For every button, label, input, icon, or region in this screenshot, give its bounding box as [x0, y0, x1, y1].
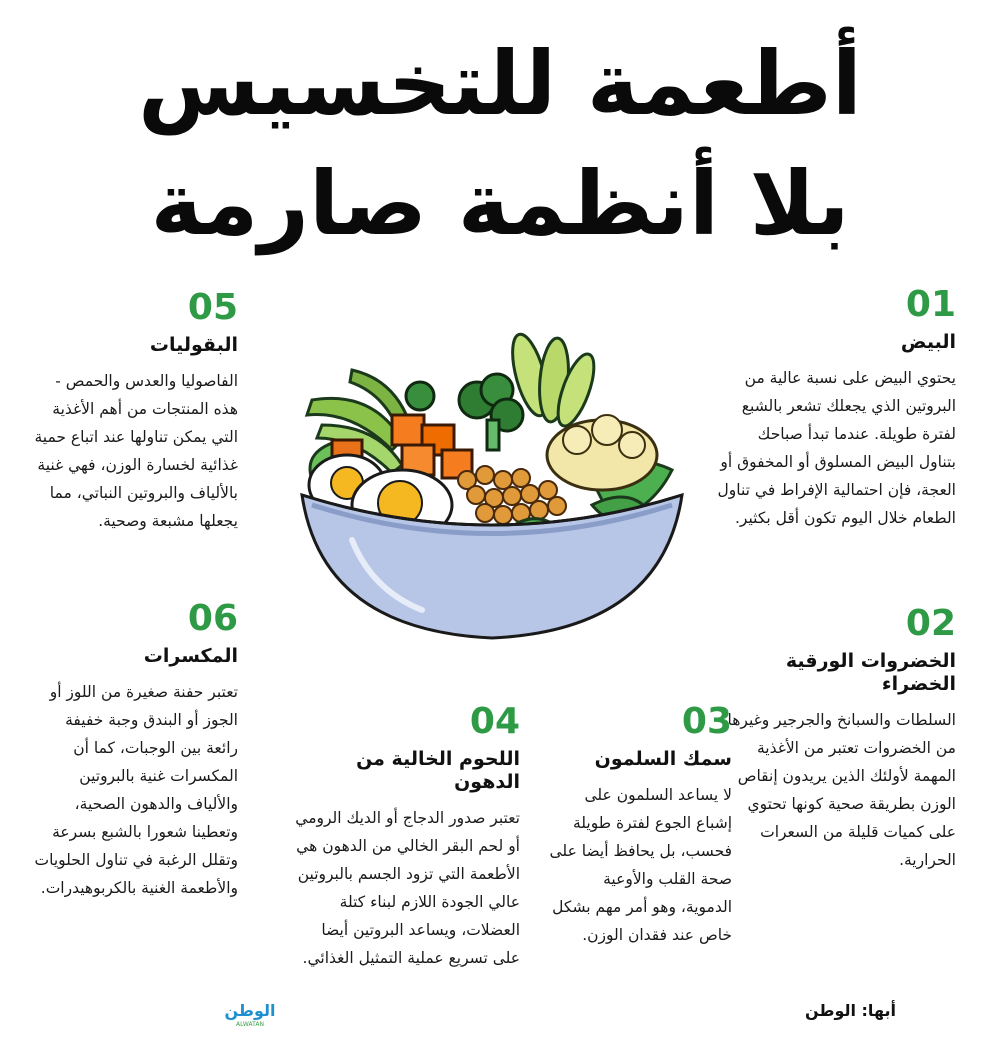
section-body: تعتبر صدور الدجاج أو الديك الرومي أو لحم البقر الخالي من الدهون هي الأطعمة التي تزود الجسم بالبروتين عالي الجودة اللازم لبناء كتلة العضلات، ويساعد البروتين أيضا على تسريع عملية التمثيل الغذائي.	[295, 808, 520, 967]
section-heading: المكسرات	[143, 645, 238, 667]
section-heading: اللحوم الخالية من الدهون	[356, 748, 520, 793]
section-heading: سمك السلمون	[594, 748, 732, 770]
section-salmon	[548, 701, 732, 949]
salad-bowl-illustration	[292, 330, 692, 650]
section-eggs	[716, 284, 956, 532]
section-number: 05	[187, 287, 238, 328]
section-body: يحتوي البيض على نسبة عالية من البروتين الذي يجعلك تشعر بالشبع لفترة طويلة. عندما تبدأ صباحك بتناول البيض المسلوق أو المخفوق أو العجة، فإن احتمالية الإفراط في تناول الطعام خلال اليوم تكون أقل بكثير.	[717, 368, 956, 527]
section-number: 06	[187, 598, 238, 639]
section-heading: البقوليات	[149, 334, 238, 356]
section-body: السلطات والسبانخ والجرجير وغيرها من الخضروات تعتبر من الأغذية المهمة لأولئك الذين يريدون إنقاص الوزن بطريقة صحية كونها تحتوي على كميات قليلة من السعرات الحرارية.	[727, 710, 956, 869]
page-title-line-1: أطعمة للتخسيس	[138, 32, 862, 135]
alwatan-logo	[218, 998, 282, 1028]
source-credit: أبها: الوطن	[804, 1001, 896, 1020]
section-body: الفاصوليا والعدس والحمص - هذه المنتجات من أهم الأغذية التي يمكن تناولها عند اتباع حمية غذائية لخسارة الوزن، فهي غنية بالألياف والبروتين النباتي، مما يجعلها مشبعة وصحية.	[34, 371, 238, 530]
logo-text: الوطن	[224, 1001, 276, 1020]
chickpeas	[458, 466, 566, 524]
logo-subtext: ALWATAN	[236, 1021, 264, 1028]
section-number: 03	[681, 701, 732, 742]
section-body: تعتبر حفنة صغيرة من اللوز أو الجوز أو البندق وجبة خفيفة رائعة بين الوجبات، كما أن المكسرات غنية بالبروتين والألياف والدهون الصحية، وتعطينا شعورا بالشبع بسرعة وتقلل الرغبة في تناول الحلويات والأطعمة الغنية بالكربوهيدرات.	[34, 682, 238, 897]
section-nuts	[30, 598, 238, 902]
section-heading: البيض	[900, 331, 956, 353]
section-lean-meat	[294, 701, 520, 972]
section-number: 02	[905, 603, 956, 644]
page-title-line-2: بلا أنظمة صارمة	[150, 152, 850, 255]
section-body: لا يساعد السلمون على إشباع الجوع لفترة طويلة فحسب، بل يحافظ أيضا على صحة القلب والأوعية الدموية، وهو أمر مهم بشكل خاص عند فقدان الوزن.	[549, 785, 732, 944]
section-leafy-greens	[716, 603, 956, 874]
section-legumes	[30, 287, 238, 535]
section-number: 01	[905, 284, 956, 325]
section-heading: الخضروات الورقية الخضراء	[785, 650, 956, 695]
section-number: 04	[469, 701, 520, 742]
